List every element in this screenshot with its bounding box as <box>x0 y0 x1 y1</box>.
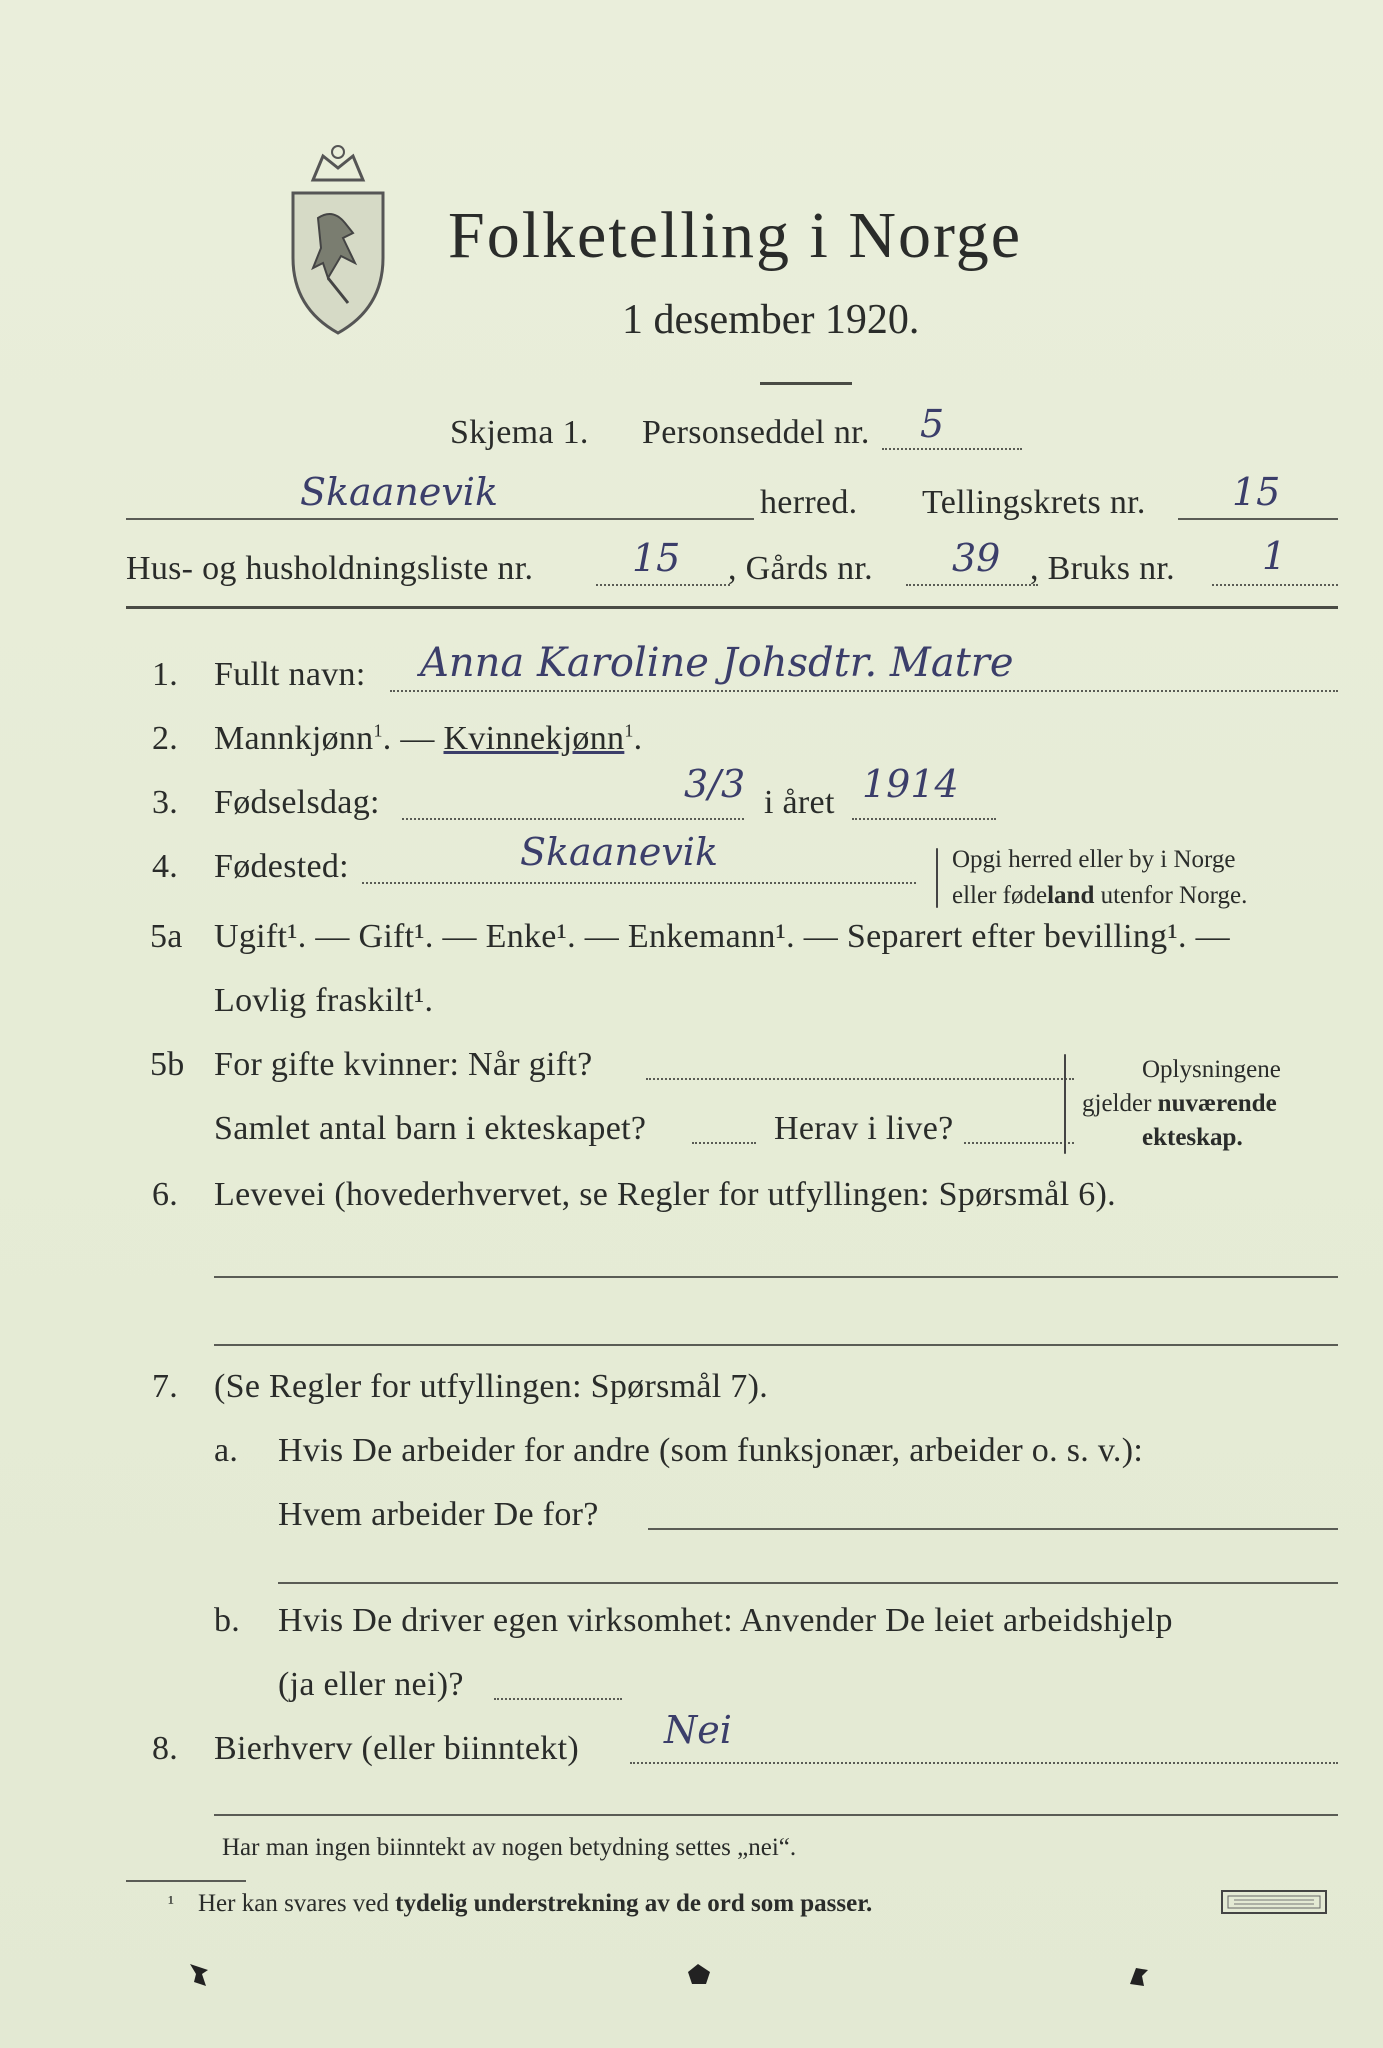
q3-label: Fødselsdag: <box>214 784 380 821</box>
krets-line <box>1178 518 1338 520</box>
herred-label: herred. <box>760 484 858 521</box>
q5b-brace <box>1064 1054 1066 1154</box>
birth-day-value[interactable]: 3/3 <box>684 762 746 806</box>
marital-status-options[interactable]: Ugift¹. — Gift¹. — Enke¹. — Enkemann¹. — Separert efter bevilling¹. — <box>214 918 1230 955</box>
q5b-alive-line <box>964 1142 1074 1144</box>
full-name-value[interactable]: Anna Karoline Johsdtr. Matre <box>420 640 1014 686</box>
q8-line <box>630 1762 1338 1764</box>
male-option[interactable]: Mannkjønn <box>214 720 374 757</box>
bruks-line <box>1212 584 1338 586</box>
q7-number: 7. <box>152 1368 179 1405</box>
q4-line <box>362 882 916 884</box>
q7a-extra-line[interactable] <box>278 1582 1338 1584</box>
schema-label: Skjema 1. <box>450 414 589 451</box>
q5b-children-line <box>692 1142 756 1144</box>
herred-line <box>126 518 754 520</box>
liste-line <box>596 584 730 586</box>
q4-note-line2: eller fødeland utenfor Norge. <box>952 882 1248 909</box>
q2-options: Mannkjønn$^1$. — Kvinnekjønn$^1$. <box>214 720 643 757</box>
header-separator <box>126 606 1338 609</box>
binding-mark-left-icon <box>186 1960 212 1990</box>
q5b-number: 5b <box>150 1046 185 1083</box>
q1-number: 1. <box>152 656 179 693</box>
q7-label: (Se Regler for utfyllingen: Spørsmål 7). <box>214 1368 769 1405</box>
footnote-mark: ¹ <box>168 1892 174 1914</box>
q7a-employer-label: Hvem arbeider De for? <box>278 1496 599 1533</box>
q7b-yes-no-label: (ja eller nei)? <box>278 1666 464 1703</box>
liste-label: Hus- og husholdningsliste nr. <box>126 550 534 587</box>
q6-answer-line1[interactable] <box>214 1276 1338 1278</box>
q6-label: Levevei (hovederhvervet, se Regler for utfyllingen: Spørsmål 6). <box>214 1176 1116 1213</box>
q4-note-line1: Opgi herred eller by i Norge <box>952 846 1236 873</box>
q7b-letter: b. <box>214 1602 241 1639</box>
q3-number: 3. <box>152 784 179 821</box>
q7a-letter: a. <box>214 1432 239 1469</box>
q1-label: Fullt navn: <box>214 656 366 693</box>
q5b-children-label: Samlet antal barn i ekteskapet? <box>214 1110 647 1147</box>
q8-label: Bierhverv (eller biinntekt) <box>214 1730 579 1767</box>
bruks-value[interactable]: 1 <box>1262 534 1287 578</box>
norwegian-lion-coat-of-arms-icon <box>283 138 393 338</box>
q4-brace <box>936 848 938 908</box>
q4-label: Fødested: <box>214 848 349 885</box>
gards-value[interactable]: 39 <box>952 536 1001 580</box>
q8-extra-line[interactable] <box>214 1814 1338 1816</box>
q2-separator: . — <box>382 720 435 757</box>
krets-value[interactable]: 15 <box>1232 470 1281 514</box>
q1-line <box>390 690 1338 692</box>
q3-year-label: i året <box>764 784 835 821</box>
q2-number: 2. <box>152 720 179 757</box>
q5b-note-line2: gjelder nuværende <box>1082 1090 1277 1117</box>
side-income-value[interactable]: Nei <box>664 1708 732 1752</box>
birthplace-value[interactable]: Skaanevik <box>520 830 718 874</box>
q5b-married-line <box>646 1078 1074 1080</box>
q7a-employer-line[interactable] <box>648 1528 1338 1530</box>
herred-value[interactable]: Skaanevik <box>300 470 498 514</box>
footnote-text: Her kan svares ved tydelig understrekning av de ord som passer. <box>198 1890 873 1917</box>
gards-label: , Gårds nr. <box>728 550 873 587</box>
census-date: 1 desember 1920. <box>622 297 920 343</box>
bruks-label: , Bruks nr. <box>1030 550 1175 587</box>
side-income-note: Har man ingen biinntekt av nogen betydning settes „nei“. <box>222 1834 797 1861</box>
q5b-note-line3: ekteskap. <box>1142 1124 1243 1151</box>
krets-label: Tellingskrets nr. <box>922 484 1146 521</box>
q4-number: 4. <box>152 848 179 885</box>
q3-year-line <box>852 818 996 820</box>
liste-value[interactable]: 15 <box>632 536 681 580</box>
q5a-number: 5a <box>150 918 183 955</box>
q6-answer-line2[interactable] <box>214 1344 1338 1346</box>
form-title: Folketelling i Norge <box>448 199 1023 272</box>
q5b-note-line1: Oplysningene <box>1142 1056 1281 1083</box>
q7b-answer-line[interactable] <box>494 1698 622 1700</box>
footnote-divider <box>126 1880 246 1882</box>
q7b-label: Hvis De driver egen virksomhet: Anvender De leiet arbeidshjelp <box>278 1602 1173 1639</box>
personseddel-line <box>882 448 1022 450</box>
title-divider <box>760 382 852 385</box>
q3-day-line <box>402 818 744 820</box>
q7a-label: Hvis De arbeider for andre (som funksjonær, arbeider o. s. v.): <box>278 1432 1144 1469</box>
q6-number: 6. <box>152 1176 179 1213</box>
female-option[interactable]: Kvinnekjønn <box>443 720 625 757</box>
personseddel-label: Personseddel nr. <box>642 414 870 451</box>
birth-year-value[interactable]: 1914 <box>862 762 959 806</box>
gards-line <box>906 584 1038 586</box>
q5b-alive-label: Herav i live? <box>774 1110 954 1147</box>
marital-status-divorced[interactable]: Lovlig fraskilt¹. <box>214 982 434 1019</box>
printer-stamp-icon <box>1220 1888 1332 1918</box>
personseddel-value[interactable]: 5 <box>920 402 945 446</box>
binding-mark-center-icon <box>684 1960 714 1990</box>
q8-number: 8. <box>152 1730 179 1767</box>
q5b-married-when: For gifte kvinner: Når gift? <box>214 1046 593 1083</box>
binding-mark-right-icon <box>1124 1962 1152 1990</box>
